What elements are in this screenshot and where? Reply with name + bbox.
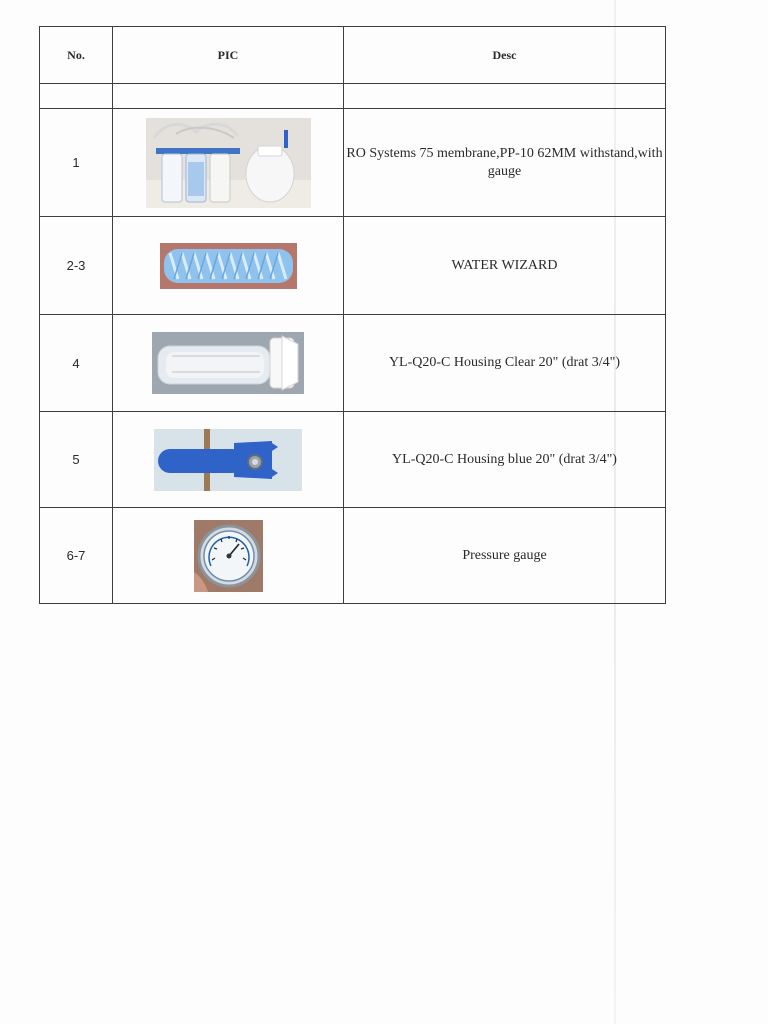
item-description: Pressure gauge [344, 508, 666, 604]
item-number: 6-7 [40, 508, 113, 604]
pic-cell [113, 217, 344, 315]
table-row [40, 412, 666, 508]
pic-cell [113, 412, 344, 508]
blank-cell [113, 84, 344, 109]
pic-cell [113, 109, 344, 217]
pic-cell [113, 508, 344, 604]
blank-cell [40, 84, 113, 109]
header-desc: Desc [344, 27, 666, 84]
ro-system-photo [146, 118, 311, 208]
table-row [40, 315, 666, 412]
item-description: RO Systems 75 membrane,PP-10 62MM withstand,with gauge [344, 109, 666, 217]
table-row [40, 508, 666, 604]
pressure-gauge-photo [194, 520, 263, 592]
product-table [39, 26, 666, 604]
item-number: 1 [40, 109, 113, 217]
pic-cell [113, 315, 344, 412]
filter-cartridge-photo [160, 243, 297, 289]
item-description: YL-Q20-C Housing blue 20" (drat 3/4") [344, 412, 666, 508]
table-header-row [40, 27, 666, 84]
header-pic: PIC [113, 27, 344, 84]
table-row [40, 109, 666, 217]
blank-row [40, 84, 666, 109]
clear-housing-photo [152, 332, 304, 394]
blue-housing-photo [154, 429, 302, 491]
item-number: 4 [40, 315, 113, 412]
header-no: No. [40, 27, 113, 84]
item-number: 5 [40, 412, 113, 508]
blank-cell [344, 84, 666, 109]
item-number: 2-3 [40, 217, 113, 315]
item-description: YL-Q20-C Housing Clear 20" (drat 3/4") [344, 315, 666, 412]
table-row [40, 217, 666, 315]
item-description: WATER WIZARD [344, 217, 666, 315]
